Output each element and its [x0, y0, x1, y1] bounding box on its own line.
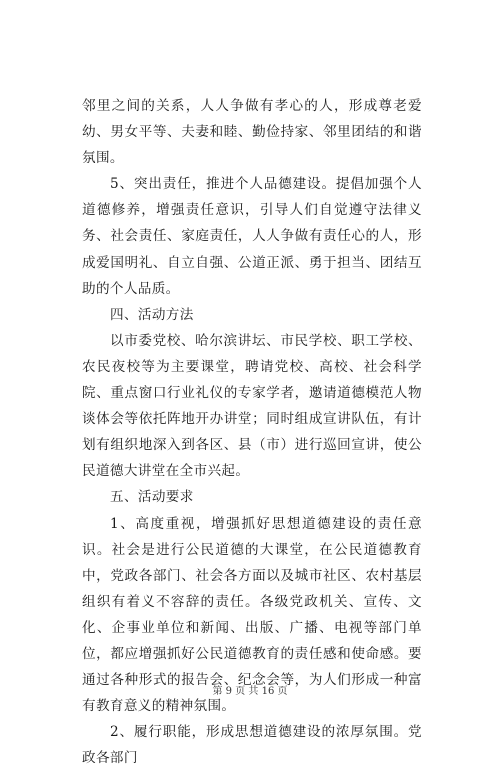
document-body	[82, 93, 422, 771]
paragraph-requirement-1: 1、高度重视，增强抓好思想道德建设的责任意识。社会是进行公民道德的大课堂，在公民道德教育中，党政各部门、社会各方面以及城市社区、农村基层组织有着义不容辞的责任。各级党政机关、宣传、文化、企事业单位和新闻、出版、广播、电视等部门单位，都应增强抓好公民道德教育的责任感和使命感。要通过各种形式的报告会、纪念会等，为人们形成一种富有教育意义的精神氛围。	[82, 515, 422, 715]
paragraph-personal-morality: 5、突出责任，推进个人品德建设。提倡加强个人道德修养，增强责任意识，引导人们自觉遵守法律义务、社会责任、家庭责任，人人争做有责任心的人，形成爱国明礼、自立自强、公道正派、勇于担当、团结互助的个人品质。	[82, 176, 422, 297]
heading-activity-methods: 四、活动方法	[110, 306, 194, 323]
heading-activity-requirements: 五、活动要求	[110, 489, 194, 506]
page-footer: 第 9 页 共 16 页	[212, 686, 288, 697]
paragraph-harmony-continuation: 邻里之间的关系，人人争做有孝心的人，形成尊老爱幼、男女平等、夫妻和睦、勤俭持家、邻里团结的和谐氛围。	[82, 98, 422, 167]
paragraph-requirement-2: 2、履行职能，形成思想道德建设的浓厚氛围。党政各部门	[82, 724, 422, 767]
paragraph-activity-methods: 以市委党校、哈尔滨讲坛、市民学校、职工学校、农民夜校等为主要课堂，聘请党校、高校、社会科学院、重点窗口行业礼仪的专家学者，邀请道德模范人物谈体会等依托阵地开办讲堂；同时组成宣讲队伍，有计划有组织地深入到各区、县（市）进行巡回宣讲，使公民道德大讲堂在全市兴起。	[82, 332, 422, 480]
